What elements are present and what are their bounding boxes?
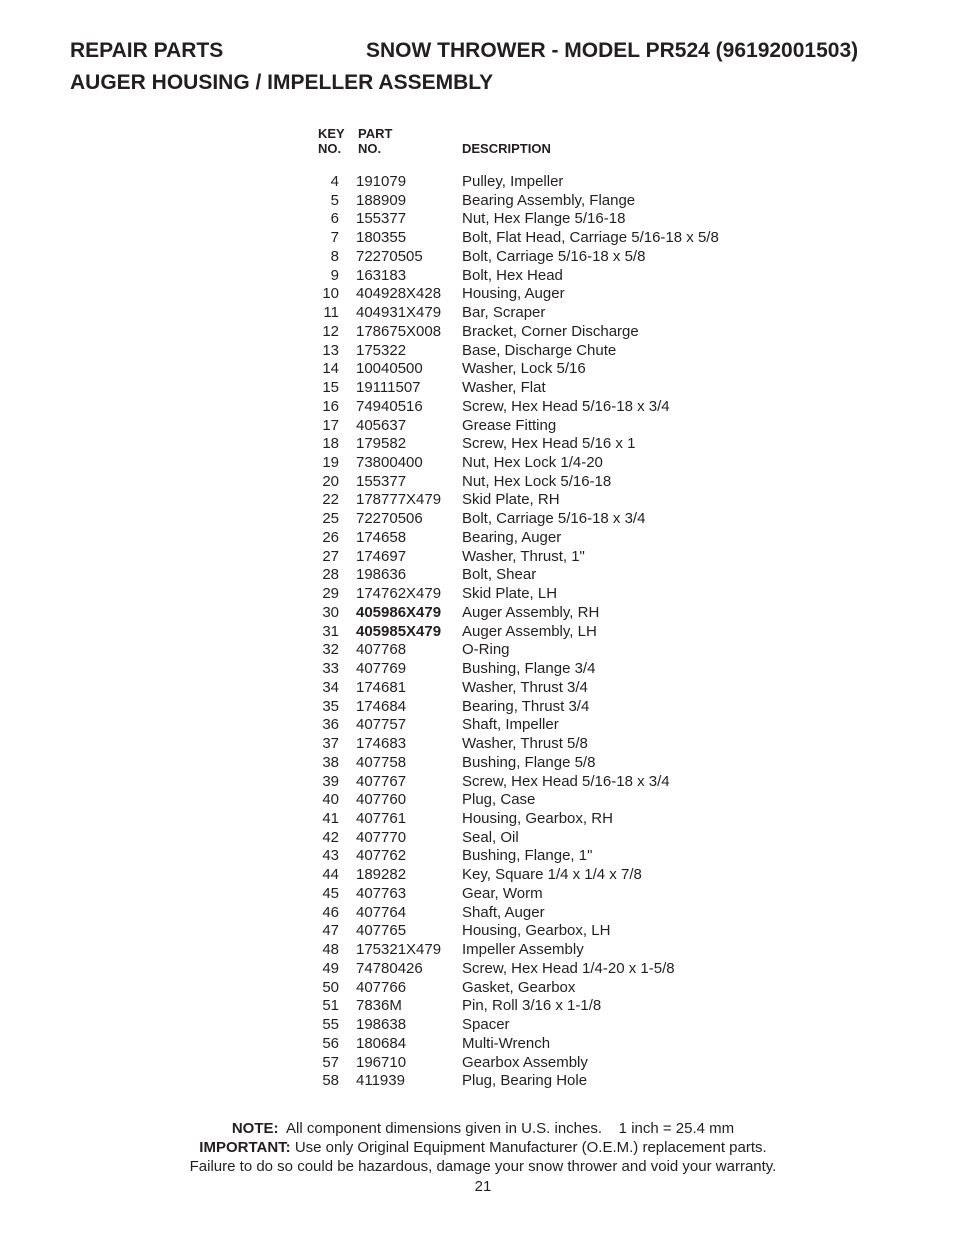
part-no-cell: 178675X008 [356,322,442,340]
key-no-cell: 33 [322,660,339,678]
part-no-cell: 404928X428 [356,285,442,303]
key-no-cell: 32 [322,641,339,659]
table-row [316,810,796,829]
model-title [366,36,858,66]
description-cell: Bearing, Auger [462,528,562,546]
important-text: Use only Original Equipment Manufacturer (O.E.M.) replacement parts. [294,1139,767,1156]
table-row [316,641,796,660]
part-no-cell: 198638 [356,1016,407,1034]
important-line [0,1138,954,1157]
part-no-cell: 407763 [356,884,407,902]
key-no-cell: 58 [322,1072,339,1090]
description-cell: Screw, Hex Head 5/16-18 x 3/4 [462,772,670,790]
table-row [316,417,796,436]
description-cell: Shaft, Impeller [462,716,559,734]
note-line [0,1119,954,1138]
key-no-cell: 43 [322,847,339,865]
description-cell: Bearing, Thrust 3/4 [462,697,590,715]
part-no-cell: 174697 [356,547,407,565]
table-row [316,1054,796,1073]
description-cell: Bolt, Carriage 5/16-18 x 5/8 [462,247,646,265]
key-header-line1: KEY [318,126,345,141]
key-no-cell: 9 [330,266,339,284]
warning-line: Failure to do so could be hazardous, damage your snow thrower and void your warranty. [189,1158,777,1175]
model-code: (96192001503) [715,39,859,62]
key-header-line2: NO. [318,141,342,156]
table-row [316,229,796,248]
repair-parts-title: REPAIR PARTS [70,39,224,62]
part-no-cell: 196710 [356,1053,407,1071]
key-no-cell: 34 [322,678,339,696]
table-row [316,997,796,1016]
description-cell: Base, Discharge Chute [462,341,617,359]
description-cell: Gear, Worm [462,884,543,902]
table-row [316,960,796,979]
part-no-cell: 188909 [356,191,407,209]
description-cell: Spacer [462,1016,510,1034]
part-no-cell: 407766 [356,978,407,996]
description-cell: Nut, Hex Lock 1/4-20 [462,454,603,472]
description-cell: Housing, Gearbox, LH [462,922,611,940]
description-cell: Pin, Roll 3/16 x 1-1/8 [462,997,602,1015]
table-row [316,847,796,866]
table-row [316,210,796,229]
page-number: 21 [474,1178,492,1195]
key-no-cell: 31 [322,622,339,640]
table-row [316,904,796,923]
key-no-cell: 13 [322,341,339,359]
description-cell: Skid Plate, LH [462,585,558,603]
description-cell: Washer, Thrust 5/8 [462,735,588,753]
key-no-cell: 12 [322,322,339,340]
table-row [316,829,796,848]
table-row [316,791,796,810]
table-row [316,248,796,267]
description-cell: Bushing, Flange 3/4 [462,660,596,678]
key-no-cell: 48 [322,941,339,959]
table-row [316,885,796,904]
key-no-cell: 35 [322,697,339,715]
table-row [316,941,796,960]
part-no-cell: 180355 [356,229,407,247]
table-row [316,192,796,211]
table-row [316,473,796,492]
part-no-cell: 405985X479 [356,622,442,640]
part-no-cell: 19111507 [356,379,421,397]
part-no-cell: 74780426 [356,959,423,977]
description-cell: Plug, Case [462,791,536,809]
key-no-cell: 56 [322,1034,339,1052]
key-no-cell: 45 [322,884,339,902]
note-text: All component dimensions given in U.S. inches. 1 inch = 25.4 mm [286,1120,735,1137]
model-prefix: SNOW THROWER - MODEL [366,39,640,62]
important-label: IMPORTANT: [199,1139,291,1156]
table-row [316,679,796,698]
key-no-cell: 38 [322,753,339,771]
key-no-cell: 44 [322,866,339,884]
table-row [316,1016,796,1035]
description-cell: Nut, Hex Flange 5/16-18 [462,210,626,228]
table-row [316,979,796,998]
key-no-cell: 18 [322,435,339,453]
description-cell: Bracket, Corner Discharge [462,322,639,340]
part-no-cell: 175322 [356,341,407,359]
key-no-cell: 40 [322,791,339,809]
parts-table-header [316,126,796,160]
key-no-cell: 49 [322,959,339,977]
part-no-cell: 407767 [356,772,407,790]
key-no-cell: 46 [322,903,339,921]
key-no-header [318,126,345,156]
key-no-cell: 15 [322,379,339,397]
table-row [316,510,796,529]
description-cell: Bolt, Flat Head, Carriage 5/16-18 x 5/8 [462,229,719,247]
part-no-cell: 407758 [356,753,407,771]
part-no-cell: 407764 [356,903,407,921]
key-no-cell: 4 [330,173,339,190]
table-row [316,529,796,548]
table-row [316,922,796,941]
header-title-row [70,36,930,66]
table-row [316,623,796,642]
description-cell: Bar, Scraper [462,304,546,322]
part-no-cell: 180684 [356,1034,407,1052]
description-cell: Screw, Hex Head 5/16 x 1 [462,435,636,453]
description-cell: Bushing, Flange, 1" [462,847,593,865]
table-row [316,491,796,510]
part-no-cell: 407757 [356,716,407,734]
part-no-cell: 74940516 [356,397,423,415]
key-no-cell: 57 [322,1053,339,1071]
table-row [316,304,796,323]
part-no-header [358,126,392,156]
parts-table-body [316,173,796,1091]
description-cell: Bolt, Hex Head [462,266,563,284]
part-no-cell: 198636 [356,566,407,584]
table-row [316,173,796,192]
description-cell: Pulley, Impeller [462,173,564,190]
key-no-cell: 6 [330,210,339,228]
table-row [316,773,796,792]
description-cell: Housing, Gearbox, RH [462,809,613,827]
note-label: NOTE: [231,1120,279,1137]
assembly-subtitle: AUGER HOUSING / IMPELLER ASSEMBLY [70,71,494,94]
description-cell: Bearing Assembly, Flange [462,191,636,209]
part-no-cell: 407760 [356,791,407,809]
page-header [70,36,930,98]
part-no-cell: 178777X479 [356,491,442,509]
part-no-cell: 155377 [356,472,407,490]
description-cell: Skid Plate, RH [462,491,560,509]
table-row [316,660,796,679]
key-no-cell: 28 [322,566,339,584]
part-no-cell: 179582 [356,435,407,453]
model-number: PR524 [645,39,710,62]
description-cell: Nut, Hex Lock 5/16-18 [462,472,612,490]
part-no-cell: 407761 [356,809,407,827]
part-no-cell: 407768 [356,641,407,659]
key-no-cell: 22 [322,491,339,509]
key-no-cell: 37 [322,735,339,753]
key-no-cell: 7 [330,229,339,247]
part-no-cell: 174684 [356,697,407,715]
table-row [316,379,796,398]
description-cell: Screw, Hex Head 1/4-20 x 1-5/8 [462,959,675,977]
part-header-line1: PART [358,126,393,141]
part-no-cell: 10040500 [356,360,423,378]
key-no-cell: 39 [322,772,339,790]
table-row [316,866,796,885]
description-cell: Washer, Thrust 3/4 [462,678,588,696]
part-no-cell: 407762 [356,847,407,865]
part-no-cell: 73800400 [356,454,423,472]
part-no-cell: 174658 [356,528,407,546]
key-no-cell: 30 [322,603,339,621]
table-row [316,1035,796,1054]
table-row [316,585,796,604]
page-footer [0,1119,954,1196]
description-cell: Housing, Auger [462,285,565,303]
description-cell: Plug, Bearing Hole [462,1072,588,1090]
table-row [316,716,796,735]
part-no-cell: 155377 [356,210,407,228]
description-cell: Bolt, Shear [462,566,537,584]
part-no-cell: 163183 [356,266,407,284]
description-cell: Auger Assembly, LH [462,622,597,640]
part-no-cell: 191079 [356,173,407,190]
part-no-cell: 405637 [356,416,407,434]
part-no-cell: 405986X479 [356,603,442,621]
table-row [316,435,796,454]
key-no-cell: 26 [322,528,339,546]
table-row [316,360,796,379]
key-no-cell: 42 [322,828,339,846]
table-row [316,1072,796,1091]
key-no-cell: 10 [322,285,339,303]
part-no-cell: 411939 [356,1072,405,1090]
part-no-cell: 174683 [356,735,407,753]
table-row [316,604,796,623]
description-cell: Auger Assembly, RH [462,603,600,621]
key-no-cell: 55 [322,1016,339,1034]
description-cell: O-Ring [462,641,510,659]
key-no-cell: 25 [322,510,339,528]
part-no-cell: 404931X479 [356,304,442,322]
table-row [316,323,796,342]
description-cell: Washer, Thrust, 1" [462,547,585,565]
part-no-cell: 175321X479 [356,941,442,959]
part-header-line2: NO. [358,141,382,156]
part-no-cell: 72270505 [356,247,423,265]
table-row [316,754,796,773]
table-row [316,735,796,754]
table-row [316,698,796,717]
key-no-cell: 41 [322,809,339,827]
description-cell: Impeller Assembly [462,941,584,959]
part-no-cell: 189282 [356,866,407,884]
description-cell: Washer, Flat [462,379,546,397]
key-no-cell: 36 [322,716,339,734]
description-cell: Gearbox Assembly [462,1053,588,1071]
key-no-cell: 20 [322,472,339,490]
key-no-cell: 50 [322,978,339,996]
description-cell: Bolt, Carriage 5/16-18 x 3/4 [462,510,646,528]
description-cell: Screw, Hex Head 5/16-18 x 3/4 [462,397,670,415]
description-cell: Gasket, Gearbox [462,978,576,996]
part-no-cell: 407770 [356,828,407,846]
key-no-cell: 14 [322,360,339,378]
key-no-cell: 27 [322,547,339,565]
part-no-cell: 407769 [356,660,407,678]
key-no-cell: 29 [322,585,339,603]
description-header: DESCRIPTION [462,141,551,156]
description-cell: Washer, Lock 5/16 [462,360,586,378]
description-cell: Bushing, Flange 5/8 [462,753,596,771]
key-no-cell: 19 [322,454,339,472]
key-no-cell: 47 [322,922,339,940]
table-row [316,566,796,585]
part-no-cell: 7836M [356,997,402,1015]
key-no-cell: 8 [330,247,339,265]
key-no-cell: 11 [323,304,339,322]
part-no-cell: 72270506 [356,510,423,528]
part-no-cell: 174681 [356,678,407,696]
table-row [316,398,796,417]
description-cell: Key, Square 1/4 x 1/4 x 7/8 [462,866,642,884]
description-cell: Seal, Oil [462,828,519,846]
parts-table [316,126,796,1090]
table-row [316,267,796,286]
key-no-cell: 5 [330,191,339,209]
key-no-cell: 16 [322,397,339,415]
key-no-cell: 51 [322,997,339,1015]
description-cell: Shaft, Auger [462,903,545,921]
description-cell: Grease Fitting [462,416,557,434]
key-no-cell: 17 [322,416,339,434]
table-row [316,285,796,304]
part-no-cell: 174762X479 [356,585,442,603]
part-no-cell: 407765 [356,922,407,940]
table-row [316,342,796,361]
table-row [316,548,796,567]
description-cell: Multi-Wrench [462,1034,551,1052]
table-row [316,454,796,473]
